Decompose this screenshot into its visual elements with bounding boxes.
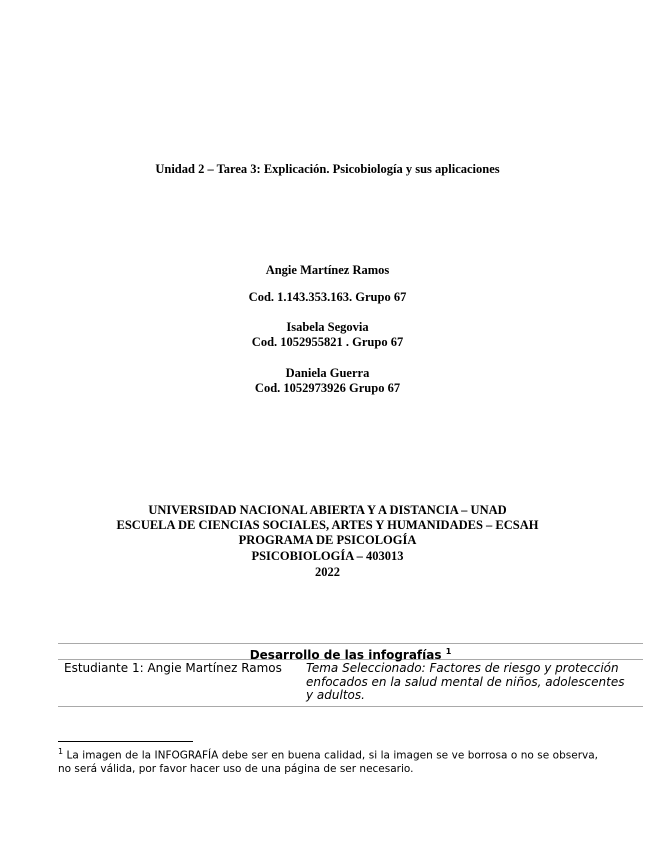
author-2-code: Cod. 1052955821 . Grupo 67 bbox=[251, 335, 404, 349]
footnote-text: La imagen de la INFOGRAFÍA debe ser en buena calidad, si la imagen se ve borrosa o no se observa, no será válida, por favor hacer uso de una página de ser necesario. bbox=[58, 749, 598, 775]
table-header-label: Desarrollo de las infografías bbox=[249, 648, 442, 662]
footnote-marker: 1 bbox=[58, 747, 64, 756]
table-header bbox=[58, 643, 643, 660]
student-cell: Estudiante 1: Angie Martínez Ramos bbox=[64, 661, 282, 675]
author-3-name: Daniela Guerra bbox=[285, 366, 370, 380]
footnote-reference[interactable]: 1 bbox=[445, 647, 452, 656]
infographics-table bbox=[58, 643, 643, 707]
program-name: PROGRAMA DE PSICOLOGÍA bbox=[238, 533, 417, 547]
table-row bbox=[58, 660, 643, 707]
author-1-code: Cod. 1.143.353.163. Grupo 67 bbox=[248, 290, 407, 304]
author-2-name: Isabela Segovia bbox=[286, 320, 369, 334]
document-title: Unidad 2 – Tarea 3: Explicación. Psicobiología y sus aplicaciones bbox=[155, 162, 500, 176]
author-1-name: Angie Martínez Ramos bbox=[265, 263, 390, 277]
school-name: ESCUELA DE CIENCIAS SOCIALES, ARTES Y HUMANIDADES – ECSAH bbox=[116, 518, 539, 532]
year: 2022 bbox=[315, 565, 340, 579]
university-name: UNIVERSIDAD NACIONAL ABIERTA Y A DISTANCIA – UNAD bbox=[148, 503, 507, 517]
footnote-separator bbox=[58, 741, 193, 742]
course-name: PSICOBIOLOGÍA – 403013 bbox=[251, 549, 404, 563]
topic-cell: Tema Seleccionado: Factores de riesgo y protección enfocados en la salud mental de niños, adolescentes y adultos. bbox=[306, 661, 625, 702]
footnote bbox=[58, 745, 598, 777]
author-3-code: Cod. 1052973926 Grupo 67 bbox=[254, 381, 401, 395]
